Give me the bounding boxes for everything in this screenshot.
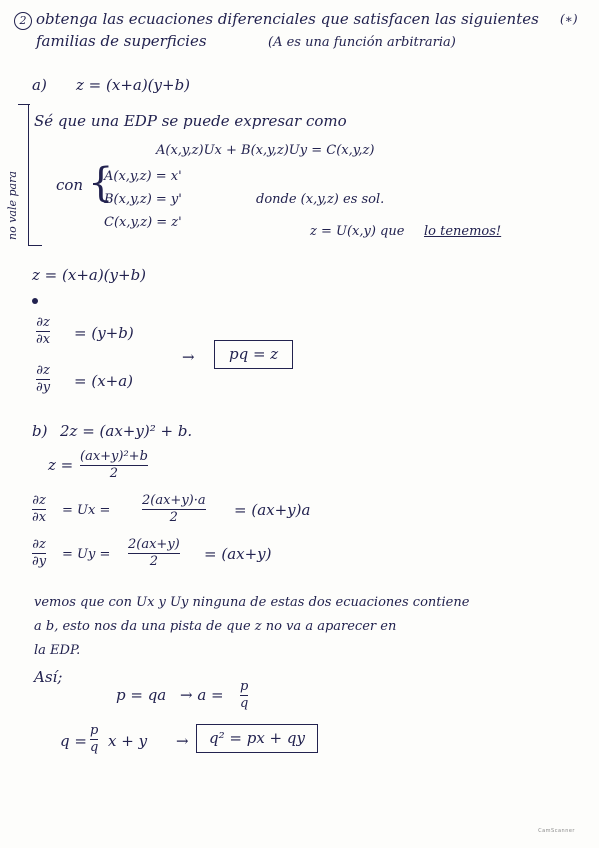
bracket-top (18, 104, 30, 105)
uy-lhs-den: ∂y (32, 554, 47, 570)
ux-lhs-den: ∂x (32, 510, 47, 526)
q-frac-den: q (90, 740, 99, 756)
z-u-tail: lo tenemos! (424, 224, 502, 239)
paragraph-line-2: a b, esto nos da una pista de que z no va a aparecer en (34, 619, 397, 634)
ux-result: = (ax+y)a (234, 501, 311, 519)
uy-frac-den: 2 (149, 554, 158, 570)
condition-a: A(x,y,z) = x' (104, 169, 182, 184)
a-frac-num: p (240, 679, 249, 694)
condition-b: B(x,y,z) = y' (104, 192, 182, 207)
curly-brace: { (88, 160, 114, 206)
part-b-equation: 2z = (ax+y)² + b. (60, 422, 193, 440)
header-line-1: obtenga las ecuaciones diferenciales que satisfacen las siguientes (36, 10, 539, 28)
z-lhs: z = (48, 456, 74, 474)
uy-result: = (ax+y) (204, 545, 272, 563)
dz-dx-value: = (y+b) (74, 324, 134, 342)
dz-dy-value: = (x+a) (74, 372, 134, 390)
a-fraction (240, 680, 248, 712)
result-a: pq = z (214, 340, 293, 369)
ux-lhs-num: ∂z (32, 493, 46, 508)
part-a-equation: z = (x+a)(y+b) (76, 76, 191, 94)
dz-dy-fraction (36, 364, 50, 396)
z-fraction (80, 450, 148, 482)
header-line-1-tail: (∗) (560, 12, 578, 26)
side-note: no vale para (6, 171, 19, 240)
bullet-dot (32, 298, 38, 304)
dz-dx-den: ∂x (36, 332, 51, 348)
note-line-1: Sé que una EDP se puede expresar como (34, 112, 347, 130)
ux-frac-num: 2(ax+y)·a (142, 493, 206, 508)
dz-dy-num: ∂z (36, 363, 50, 378)
ux-mid: = Ux = (62, 503, 111, 518)
exercise-number: 2 (14, 12, 32, 30)
q-rhs: x + y (108, 732, 148, 750)
dz-dy-den: ∂y (36, 380, 51, 396)
arrow-a: → (182, 348, 195, 366)
restate-equation: z = (x+a)(y+b) (32, 266, 147, 284)
ux-lhs-fraction (32, 494, 46, 526)
p-arrow: → a = (180, 686, 224, 704)
bracket-left (28, 104, 29, 246)
uy-fraction (128, 538, 180, 570)
dz-dx-num: ∂z (36, 315, 50, 330)
q-lhs: q = (60, 732, 87, 750)
uy-mid: = Uy = (62, 547, 111, 562)
z-u-text: z = U(x,y) que (310, 224, 405, 239)
q-arrow: → (176, 732, 189, 750)
header-line-2: familias de superficies (36, 32, 207, 50)
bracket-bottom (28, 245, 42, 246)
uy-lhs-fraction (32, 538, 46, 570)
result-b: q² = px + qy (196, 724, 318, 753)
part-a-label: a) (32, 76, 47, 94)
con-label: con (56, 176, 84, 194)
note-line-2: A(x,y,z)Ux + B(x,y,z)Uy = C(x,y,z) (156, 143, 375, 158)
q-fraction (90, 724, 98, 756)
part-b-label: b) (32, 422, 48, 440)
dz-dx-fraction (36, 316, 50, 348)
z-num: (ax+y)²+b (80, 449, 148, 464)
z-den: 2 (109, 466, 119, 482)
donde-text: donde (x,y,z) es sol. (256, 192, 385, 207)
paragraph-line-1: vemos que con Ux y Uy ninguna de estas dos ecuaciones contiene (34, 595, 470, 610)
ux-fraction (142, 494, 206, 526)
condition-c: C(x,y,z) = z' (104, 215, 182, 230)
ux-frac-den: 2 (169, 510, 178, 526)
scanner-watermark: CamScanner (538, 828, 575, 834)
uy-lhs-num: ∂z (32, 537, 46, 552)
a-frac-den: q (240, 696, 249, 712)
header-note: (A es una función arbitraria) (268, 35, 456, 50)
asi-label: Así; (34, 668, 63, 686)
p-equation: p = qa (116, 686, 167, 704)
q-frac-num: p (90, 723, 99, 738)
paragraph-line-3: la EDP. (34, 643, 81, 658)
uy-frac-num: 2(ax+y) (128, 537, 180, 552)
